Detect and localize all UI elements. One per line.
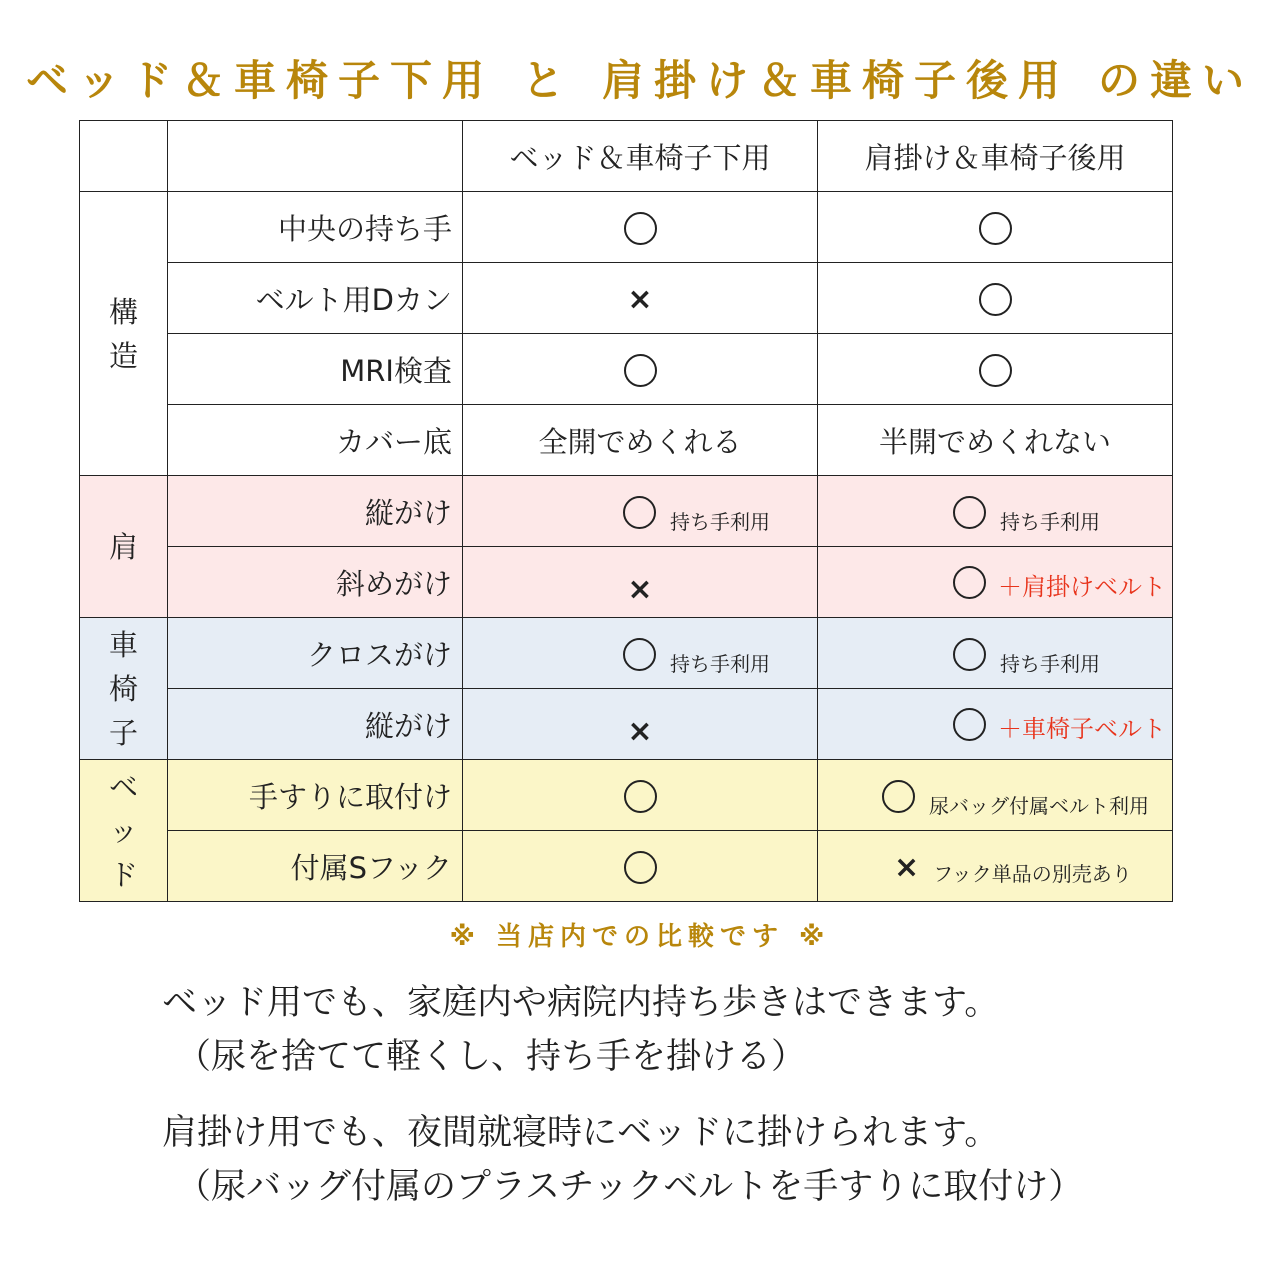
title-part-difference: の違い xyxy=(1098,56,1255,105)
cell-value xyxy=(463,831,818,902)
cell-note: 尿バッグ付属ベルト利用 xyxy=(929,793,1149,818)
cross-icon: × xyxy=(894,850,920,885)
circle-icon xyxy=(623,638,656,671)
header-row xyxy=(80,121,1173,192)
comparison-table xyxy=(79,120,1173,902)
paragraph-line: 肩掛け用でも、夜間就寝時にベッドに掛けられます。 xyxy=(162,1113,1000,1153)
cell-value xyxy=(463,547,818,618)
circle-icon xyxy=(624,780,657,813)
header-empty-cell xyxy=(80,121,168,192)
cell-value xyxy=(463,760,818,831)
title-part-shoulder: 肩掛け＆車椅子後用 xyxy=(602,56,1071,105)
table-row xyxy=(80,476,1173,547)
table-row xyxy=(80,334,1173,405)
table-row xyxy=(80,831,1173,902)
cell-value xyxy=(818,831,1173,902)
paragraph-shoulder-usage xyxy=(162,1106,1083,1214)
feature-label: 手すりに取付け xyxy=(168,760,463,831)
column-header-shoulder: 肩掛け＆車椅子後用 xyxy=(818,121,1173,192)
feature-label: 斜めがけ xyxy=(168,547,463,618)
cell-value xyxy=(818,618,1173,689)
paragraph-line: ベッド用でも、家庭内や病院内持ち歩きはできます。 xyxy=(162,983,1000,1023)
cell-value xyxy=(463,263,818,334)
group-label-wheelchair: 車椅子 xyxy=(80,618,168,760)
circle-icon xyxy=(979,212,1012,245)
circle-icon xyxy=(953,638,986,671)
cell-value xyxy=(818,263,1173,334)
feature-label: 中央の持ち手 xyxy=(168,192,463,263)
page-title xyxy=(0,48,1280,108)
cross-icon: × xyxy=(627,282,653,317)
table-row xyxy=(80,405,1173,476)
cross-icon: × xyxy=(627,572,653,607)
circle-icon xyxy=(979,283,1012,316)
table-row xyxy=(80,263,1173,334)
paragraph-line: （尿バッグ付属のプラスチックベルトを手すりに取付け） xyxy=(176,1167,1084,1207)
feature-label: 縦がけ xyxy=(168,476,463,547)
circle-icon xyxy=(953,708,986,741)
cell-note: フック単品の別売あり xyxy=(933,861,1132,886)
title-part-bed: ベッド＆車椅子下用 xyxy=(25,56,494,105)
table-row xyxy=(80,192,1173,263)
cell-text: 半開でめくれない xyxy=(818,405,1173,476)
cell-note: 持ち手利用 xyxy=(1000,509,1100,534)
cell-value xyxy=(818,476,1173,547)
header-empty-cell xyxy=(168,121,463,192)
circle-icon xyxy=(624,212,657,245)
circle-icon xyxy=(882,780,915,813)
cell-value xyxy=(463,476,818,547)
feature-label: カバー底 xyxy=(168,405,463,476)
cell-value xyxy=(463,334,818,405)
cell-value xyxy=(818,760,1173,831)
group-label-structure: 構造 xyxy=(80,192,168,476)
circle-icon xyxy=(624,354,657,387)
group-label-shoulder: 肩 xyxy=(80,476,168,618)
table-row xyxy=(80,618,1173,689)
feature-label: クロスがけ xyxy=(168,618,463,689)
cell-value xyxy=(463,192,818,263)
cell-note-red: ＋肩掛けベルト xyxy=(998,573,1166,602)
table-row xyxy=(80,547,1173,618)
circle-icon xyxy=(953,566,986,599)
cell-value xyxy=(463,689,818,760)
footnote: ※ 当店内での比較です ※ xyxy=(449,922,831,952)
feature-label: 付属Sフック xyxy=(168,831,463,902)
cell-note: 持ち手利用 xyxy=(670,509,770,534)
column-header-bed: ベッド＆車椅子下用 xyxy=(463,121,818,192)
circle-icon xyxy=(624,851,657,884)
group-label-bed: ベッド xyxy=(80,760,168,902)
cell-value xyxy=(818,334,1173,405)
cell-value xyxy=(463,618,818,689)
cell-note-red: ＋車椅子ベルト xyxy=(998,715,1166,744)
circle-icon xyxy=(953,496,986,529)
cell-note: 持ち手利用 xyxy=(1000,651,1100,676)
feature-label: MRI検査 xyxy=(168,334,463,405)
table-row xyxy=(80,760,1173,831)
cell-value xyxy=(818,547,1173,618)
paragraph-bed-usage xyxy=(162,976,999,1084)
title-part-and: と xyxy=(521,56,574,105)
paragraph-line: （尿を捨てて軽くし、持ち手を掛ける） xyxy=(176,1037,807,1077)
cell-text: 全開でめくれる xyxy=(463,405,818,476)
feature-label: ベルト用Dカン xyxy=(168,263,463,334)
circle-icon xyxy=(623,496,656,529)
cell-note: 持ち手利用 xyxy=(670,651,770,676)
circle-icon xyxy=(979,354,1012,387)
cross-icon: × xyxy=(627,714,653,749)
table-row xyxy=(80,689,1173,760)
cell-value xyxy=(818,689,1173,760)
cell-value xyxy=(818,192,1173,263)
feature-label: 縦がけ xyxy=(168,689,463,760)
